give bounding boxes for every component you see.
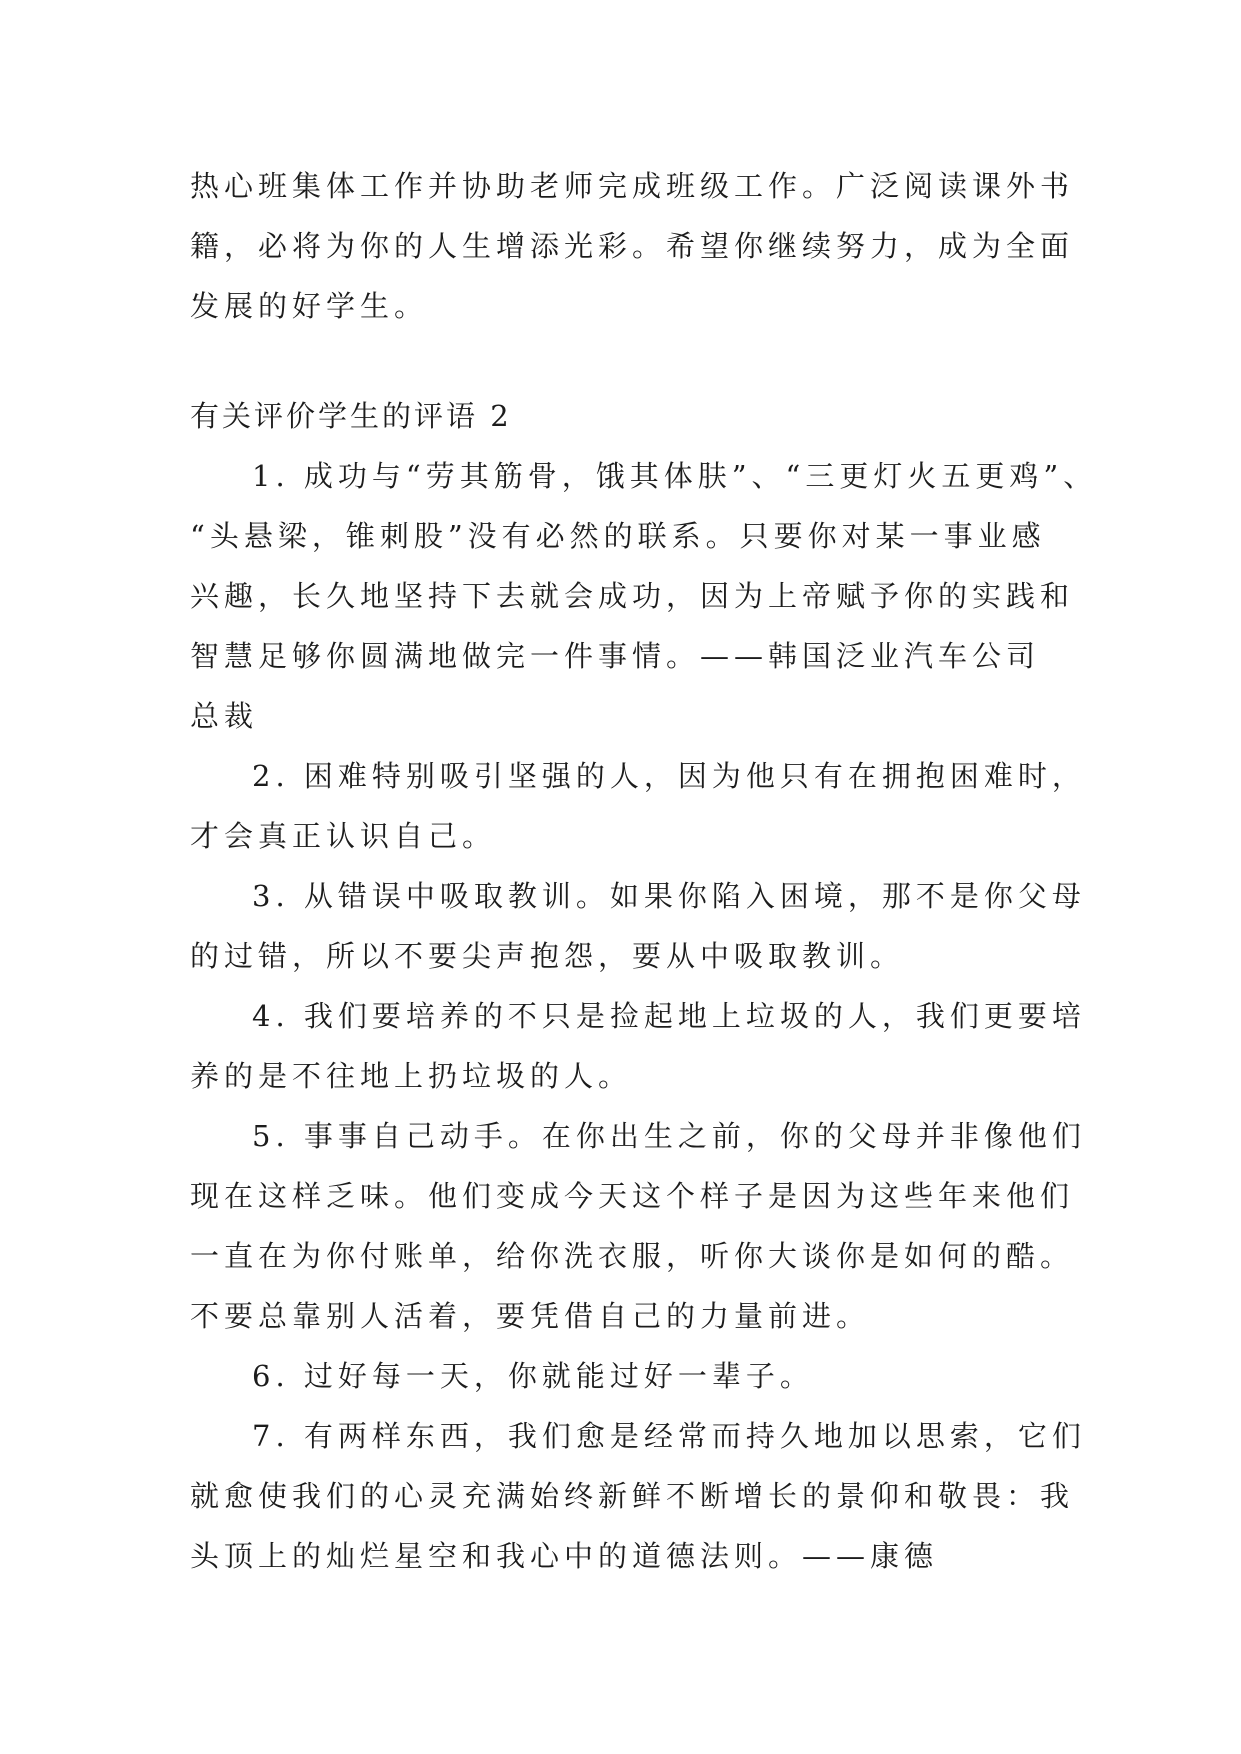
list-item bbox=[190, 1406, 1086, 1586]
paragraph-line: 总裁 bbox=[190, 699, 259, 733]
paragraph-line: 1. 成功与“劳其筋骨，饿其体肤”、“三更灯火五更鸡”、 bbox=[252, 459, 1098, 493]
paragraph-line: 5. 事事自己动手。在你出生之前，你的父母并非像他们 bbox=[252, 1119, 1086, 1153]
paragraph-line: 头顶上的灿烂星空和我心中的道德法则。——康德 bbox=[190, 1539, 939, 1573]
paragraph-line: “头悬梁，锥刺股”没有必然的联系。只要你对某一事业感 bbox=[190, 519, 1046, 553]
paragraph-line: 兴趣，长久地坚持下去就会成功，因为上帝赋予你的实践和 bbox=[190, 579, 1075, 613]
paragraph-line: 一直在为你付账单，给你洗衣服，听你大谈你是如何的酷。 bbox=[190, 1239, 1075, 1273]
quote-list bbox=[190, 446, 1098, 1586]
list-item bbox=[190, 446, 1098, 746]
list-item bbox=[190, 746, 1086, 866]
list-item bbox=[190, 1346, 1060, 1406]
paragraph-line: 3. 从错误中吸取教训。如果你陷入困境，那不是你父母 bbox=[252, 879, 1086, 913]
paragraph-line: 现在这样乏味。他们变成今天这个样子是因为这些年来他们 bbox=[190, 1179, 1075, 1213]
paragraph-line: 不要总靠别人活着，要凭借自己的力量前进。 bbox=[190, 1299, 871, 1333]
list-item bbox=[190, 1106, 1086, 1346]
list-item bbox=[190, 866, 1086, 986]
paragraph-line: 才会真正认识自己。 bbox=[190, 819, 497, 853]
paragraph-line: 就愈使我们的心灵充满始终新鲜不断增长的景仰和敬畏：我 bbox=[190, 1479, 1075, 1513]
paragraph-line: 智慧足够你圆满地做完一件事情。——韩国泛业汽车公司 bbox=[190, 639, 1041, 673]
list-item bbox=[190, 986, 1086, 1106]
paragraph-line: 热心班集体工作并协助老师完成班级工作。广泛阅读课外书 bbox=[190, 169, 1075, 203]
paragraph-line: 6. 过好每一天，你就能过好一辈子。 bbox=[252, 1359, 814, 1393]
paragraph-line: 的过错，所以不要尖声抱怨，要从中吸取教训。 bbox=[190, 939, 905, 973]
section-title: 有关评价学生的评语 2 bbox=[190, 399, 512, 433]
paragraph-line: 发展的好学生。 bbox=[190, 289, 429, 323]
paragraph-line: 7. 有两样东西，我们愈是经常而持久地加以思索，它们 bbox=[252, 1419, 1086, 1453]
paragraph-line: 养的是不往地上扔垃圾的人。 bbox=[190, 1059, 633, 1093]
paragraph-line: 2. 困难特别吸引坚强的人，因为他只有在拥抱困难时， bbox=[252, 759, 1086, 793]
paragraph-line: 籍，必将为你的人生增添光彩。希望你继续努力，成为全面 bbox=[190, 229, 1075, 263]
intro-paragraph bbox=[190, 156, 1075, 336]
paragraph-line: 4. 我们要培养的不只是捡起地上垃圾的人，我们更要培 bbox=[252, 999, 1086, 1033]
